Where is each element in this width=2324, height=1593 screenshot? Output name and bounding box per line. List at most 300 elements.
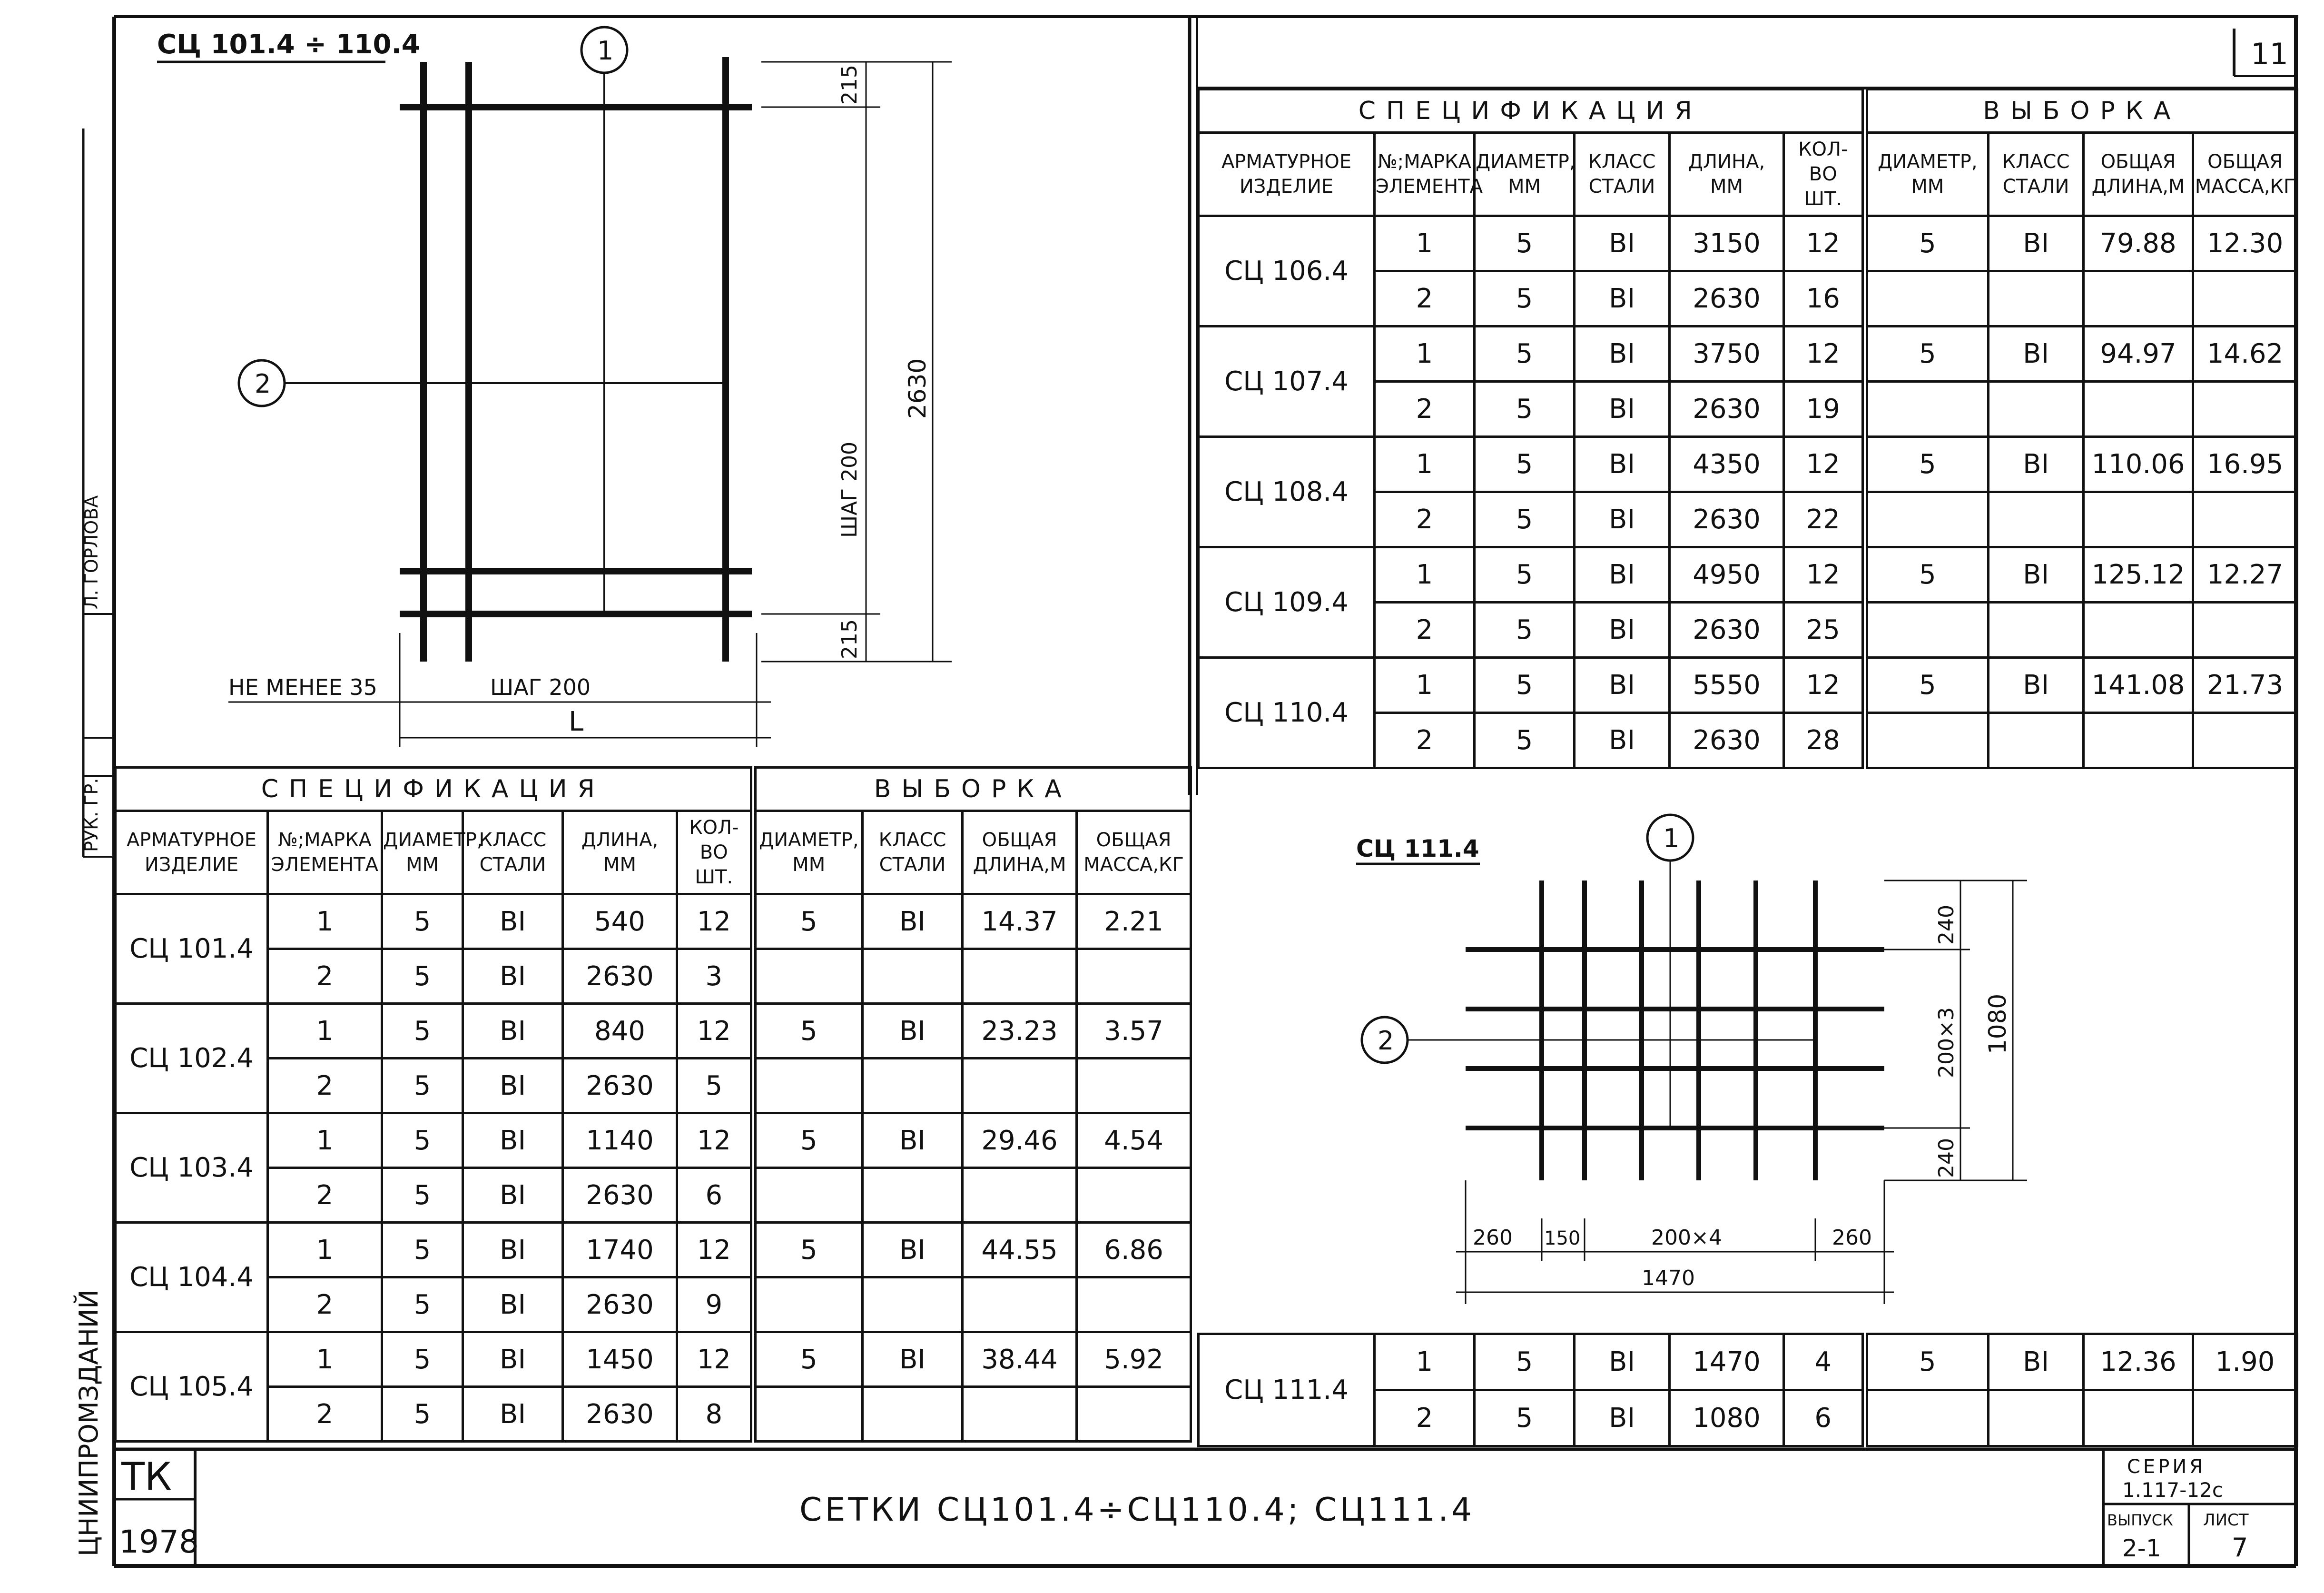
- cell-value: ВI: [463, 1004, 563, 1059]
- cell-value: 2: [1375, 603, 1475, 658]
- selection-cell: [1865, 713, 1989, 768]
- cell-value: 12: [677, 1004, 753, 1059]
- selection-cell: ВI: [1989, 658, 2084, 713]
- cell-value: ВI: [463, 894, 563, 949]
- spec-caption-right: СПЕЦИФИКАЦИЯ: [1199, 89, 1865, 133]
- product-name: СЦ 108.4: [1199, 437, 1375, 547]
- selection-cell: 12.27: [2193, 547, 2297, 603]
- col-header-line: СТАЛИ: [1588, 176, 1655, 198]
- cell-value: 2: [1375, 713, 1475, 768]
- selection-cell: 5: [753, 1113, 863, 1168]
- selection-cell: [2193, 603, 2297, 658]
- cell-value: 5: [382, 1387, 463, 1442]
- selection-cell: 3.57: [1077, 1004, 1191, 1059]
- selection-cell: [1989, 603, 2084, 658]
- cell-value: ВI: [463, 1168, 563, 1223]
- selection-cell: ВI: [1989, 547, 2084, 603]
- table-row: [1199, 547, 2297, 603]
- selection-cell: [963, 1059, 1077, 1113]
- product-name: СЦ 109.4: [1199, 547, 1375, 658]
- col-header-line: ММ: [405, 854, 439, 876]
- issue-value: 2-1: [2122, 1534, 2161, 1562]
- selection-cell: [1077, 1059, 1191, 1113]
- selection-cell: [2084, 492, 2193, 547]
- selection-cell: 5: [1865, 1334, 1989, 1390]
- selection-cell: 125.12: [2084, 547, 2193, 603]
- cell-value: 1: [268, 1113, 382, 1168]
- cell-value: 4350: [1670, 437, 1784, 492]
- cell-value: ВI: [463, 1387, 563, 1442]
- cell-value: ВI: [1575, 492, 1670, 547]
- dim-step-horizontal: ШАГ 200: [490, 674, 591, 700]
- col-header-line: КЛАСС: [878, 829, 946, 851]
- sheet-label: ЛИСТ: [2203, 1511, 2249, 1530]
- col-header-line: ДИАМЕТР,: [383, 829, 483, 851]
- spec-table-left: [114, 766, 1192, 1443]
- cell-value: 9: [677, 1277, 753, 1332]
- product-name: СЦ 104.4: [116, 1223, 268, 1332]
- col-header-product: [1199, 133, 1375, 216]
- col-header-line: ОБЩАЯ: [982, 829, 1057, 851]
- cell-value: 2630: [1670, 492, 1784, 547]
- selection-cell: [753, 1168, 863, 1223]
- cell-value: 5: [382, 1113, 463, 1168]
- col-header-line: №;МАРКА: [1378, 151, 1471, 173]
- cell-value: 2630: [563, 1059, 677, 1113]
- cell-value: 3: [677, 949, 753, 1004]
- dim2-260-right: 260: [1832, 1226, 1872, 1250]
- dim2-1470: 1470: [1642, 1266, 1695, 1290]
- selection-cell: 21.73: [2193, 658, 2297, 713]
- selection-cell: 44.55: [963, 1223, 1077, 1277]
- cell-value: ВI: [1575, 1334, 1670, 1390]
- series-value: 1.117-12с: [2122, 1478, 2223, 1502]
- selection-cell: [863, 1059, 963, 1113]
- marker-1b-label: 1: [1663, 823, 1680, 853]
- col-header-line: ДЛИНА,М: [2091, 176, 2185, 198]
- cell-value: 2: [268, 1277, 382, 1332]
- selection-cell: [753, 1277, 863, 1332]
- product-name: СЦ 110.4: [1199, 658, 1375, 768]
- selection-cell: [2084, 1390, 2193, 1446]
- col-header-sel-total-mass: [2193, 133, 2297, 216]
- selection-cell: [1077, 1168, 1191, 1223]
- cell-value: 5: [1475, 603, 1575, 658]
- selection-cell: [1865, 603, 1989, 658]
- col-header-line: КОЛ-ВО: [1798, 139, 1848, 185]
- col-header-line: ММ: [1911, 176, 1944, 198]
- selection-cell: 12.36: [2084, 1334, 2193, 1390]
- drawing-1: [157, 27, 952, 747]
- cell-value: 2: [268, 1168, 382, 1223]
- selection-cell: [963, 1277, 1077, 1332]
- cell-value: 2630: [1670, 603, 1784, 658]
- select-caption-right: ВЫБОРКА: [1865, 89, 2297, 133]
- col-header-line: ДИАМЕТР,: [1476, 151, 1576, 173]
- cell-value: 2630: [563, 1277, 677, 1332]
- dim2-150: 150: [1544, 1227, 1581, 1249]
- cell-value: 1: [1375, 327, 1475, 382]
- cell-value: 1080: [1670, 1390, 1784, 1446]
- cell-value: 2: [268, 1387, 382, 1442]
- selection-cell: ВI: [1989, 437, 2084, 492]
- selection-cell: 12.30: [2193, 216, 2297, 271]
- col-header-line: СТАЛИ: [2002, 176, 2069, 198]
- col-header-sel-diameter: [753, 811, 863, 894]
- cell-value: 2: [268, 1059, 382, 1113]
- dim-2630: 2630: [904, 358, 931, 419]
- cell-value: 1: [1375, 1334, 1475, 1390]
- col-header-qty: [677, 811, 753, 894]
- selection-cell: [1865, 382, 1989, 437]
- col-header-line: ИЗДЕЛИЕ: [144, 854, 239, 876]
- col-header-line: ОБЩАЯ: [1096, 829, 1172, 851]
- selection-cell: ВI: [863, 1223, 963, 1277]
- cell-value: ВI: [1575, 382, 1670, 437]
- dim-215-bottom: 215: [837, 619, 862, 659]
- col-header-line: КЛАСС: [1588, 151, 1656, 173]
- cell-value: 5: [1475, 271, 1575, 327]
- selection-cell: [1077, 1277, 1191, 1332]
- product-name: СЦ 105.4: [116, 1332, 268, 1442]
- selection-cell: 79.88: [2084, 216, 2193, 271]
- cell-value: 2: [1375, 382, 1475, 437]
- cell-value: 12: [1784, 327, 1865, 382]
- col-header-sel-total-length: [963, 811, 1077, 894]
- cell-value: 5: [1475, 382, 1575, 437]
- table-row: [1199, 327, 2297, 382]
- table-row: [1199, 216, 2297, 271]
- cell-value: 1: [1375, 658, 1475, 713]
- product-name: СЦ 106.4: [1199, 216, 1375, 327]
- col-header-line: ММ: [1507, 176, 1541, 198]
- cell-value: 12: [1784, 547, 1865, 603]
- selection-cell: [2193, 492, 2297, 547]
- selection-cell: [1989, 713, 2084, 768]
- cell-value: 540: [563, 894, 677, 949]
- selection-cell: ВI: [863, 1004, 963, 1059]
- selection-cell: 5: [1865, 327, 1989, 382]
- cell-value: 25: [1784, 603, 1865, 658]
- selection-cell: [1989, 271, 2084, 327]
- selection-cell: 5: [753, 894, 863, 949]
- sheet-title: СЕТКИ СЦ101.4÷СЦ110.4; СЦ111.4: [799, 1491, 1475, 1529]
- cell-value: 2630: [563, 949, 677, 1004]
- selection-cell: [2084, 713, 2193, 768]
- cell-value: ВI: [463, 1223, 563, 1277]
- selection-cell: ВI: [1989, 216, 2084, 271]
- selection-cell: 110.06: [2084, 437, 2193, 492]
- selection-cell: [1077, 949, 1191, 1004]
- cell-value: 5: [382, 1168, 463, 1223]
- cell-value: 1: [268, 1004, 382, 1059]
- cell-value: 1: [268, 1223, 382, 1277]
- product-name: СЦ 103.4: [116, 1113, 268, 1223]
- tk-label: ТК: [121, 1454, 172, 1499]
- selection-cell: 5: [753, 1223, 863, 1277]
- cell-value: 4: [1784, 1334, 1865, 1390]
- col-header-steel: [463, 811, 563, 894]
- cell-value: 1740: [563, 1223, 677, 1277]
- dim2-200x3: 200×3: [1934, 1007, 1959, 1078]
- col-header-mark: [268, 811, 382, 894]
- col-header-line: ШТ.: [1804, 188, 1842, 210]
- col-header-line: ММ: [603, 854, 637, 876]
- side-name: Л. ГОРЛОВА: [81, 495, 102, 609]
- select-caption: ВЫБОРКА: [753, 768, 1191, 811]
- cell-value: 4950: [1670, 547, 1784, 603]
- dim2-1080: 1080: [1984, 993, 2011, 1054]
- side-role: РУК. ГР.: [81, 778, 102, 852]
- selection-cell: ВI: [863, 894, 963, 949]
- cell-value: 5: [382, 1277, 463, 1332]
- spec-caption: СПЕЦИФИКАЦИЯ: [116, 768, 753, 811]
- cell-value: 12: [1784, 216, 1865, 271]
- selection-cell: 5: [1865, 547, 1989, 603]
- cell-value: 2: [1375, 1390, 1475, 1446]
- selection-cell: [1865, 492, 1989, 547]
- selection-cell: ВI: [1989, 1334, 2084, 1390]
- cell-value: 2: [1375, 492, 1475, 547]
- col-header-line: АРМАТУРНОЕ: [126, 829, 257, 851]
- selection-cell: [753, 1387, 863, 1442]
- selection-cell: 16.95: [2193, 437, 2297, 492]
- marker-2b-label: 2: [1378, 1026, 1394, 1056]
- selection-cell: 6.86: [1077, 1223, 1191, 1277]
- cell-value: 1: [268, 1332, 382, 1387]
- col-header-line: КЛАСС: [479, 829, 547, 851]
- product-name: СЦ 111.4: [1199, 1334, 1375, 1446]
- selection-cell: [1865, 1390, 1989, 1446]
- col-header-length: [1670, 133, 1784, 216]
- selection-cell: [2193, 713, 2297, 768]
- col-header-line: ИЗДЕЛИЕ: [1239, 176, 1334, 198]
- cell-value: 28: [1784, 713, 1865, 768]
- dim-step-vertical: ШАГ 200: [837, 442, 862, 538]
- table-row: [116, 1387, 1191, 1442]
- col-header-mark: [1375, 133, 1483, 216]
- drawing2-title: СЦ 111.4: [1356, 835, 1479, 862]
- col-header-diameter: [1475, 133, 1575, 216]
- cell-value: 1: [1375, 437, 1475, 492]
- cell-value: ВI: [463, 1059, 563, 1113]
- dim2-260-left: 260: [1473, 1226, 1513, 1250]
- col-header-line: ММ: [792, 854, 826, 876]
- selection-cell: [963, 1168, 1077, 1223]
- selection-cell: 5.92: [1077, 1332, 1191, 1387]
- cell-value: 5: [677, 1059, 753, 1113]
- cell-value: 5: [1475, 216, 1575, 271]
- col-header-line: СТАЛИ: [479, 854, 546, 876]
- cell-value: 1: [1375, 216, 1475, 271]
- cell-value: 19: [1784, 382, 1865, 437]
- cell-value: 3150: [1670, 216, 1784, 271]
- col-header-sel-total-length: [2084, 133, 2193, 216]
- cell-value: ВI: [1575, 713, 1670, 768]
- col-header-qty: [1784, 133, 1865, 216]
- cell-value: ВI: [1575, 603, 1670, 658]
- selection-cell: [863, 949, 963, 1004]
- cell-value: 12: [1784, 658, 1865, 713]
- table-row: [116, 1277, 1191, 1332]
- cell-value: 5: [1475, 658, 1575, 713]
- cell-value: ВI: [463, 1277, 563, 1332]
- selection-cell: [1989, 1390, 2084, 1446]
- selection-cell: 38.44: [963, 1332, 1077, 1387]
- cell-value: 6: [1784, 1390, 1865, 1446]
- drawing1-title: СЦ 101.4 ÷ 110.4: [157, 29, 420, 60]
- col-header-line: КОЛ-ВО: [689, 817, 739, 863]
- cell-value: ВI: [463, 1332, 563, 1387]
- cell-value: 5: [382, 1332, 463, 1387]
- selection-cell: 14.62: [2193, 327, 2297, 382]
- table-row: [116, 1332, 1191, 1387]
- selection-cell: 2.21: [1077, 894, 1191, 949]
- dim2-240-bottom: 240: [1934, 1138, 1959, 1178]
- dim-min35: НЕ МЕНЕЕ 35: [228, 674, 377, 700]
- table-row: [1199, 1334, 2297, 1390]
- col-header-line: МАССА,КГ: [2195, 176, 2295, 198]
- selection-cell: 5: [1865, 658, 1989, 713]
- cell-value: 5: [1475, 1390, 1575, 1446]
- cell-value: 5: [1475, 437, 1575, 492]
- cell-value: ВI: [1575, 1390, 1670, 1446]
- col-header-sel-steel: [863, 811, 963, 894]
- cell-value: 2: [268, 949, 382, 1004]
- cell-value: 5: [1475, 547, 1575, 603]
- marker-1-label: 1: [597, 36, 614, 66]
- col-header-product: [116, 811, 268, 894]
- cell-value: 5550: [1670, 658, 1784, 713]
- cell-value: 5: [382, 1223, 463, 1277]
- col-header-line: ДЛИНА,: [1688, 151, 1765, 173]
- selection-cell: [863, 1168, 963, 1223]
- selection-cell: ВI: [863, 1332, 963, 1387]
- selection-cell: [863, 1277, 963, 1332]
- selection-cell: 94.97: [2084, 327, 2193, 382]
- selection-cell: [963, 949, 1077, 1004]
- product-name: СЦ 102.4: [116, 1004, 268, 1113]
- col-header-line: ДЛИНА,: [581, 829, 659, 851]
- table-row: [1199, 658, 2297, 713]
- selection-cell: [2084, 603, 2193, 658]
- selection-cell: ВI: [863, 1113, 963, 1168]
- selection-cell: 5: [1865, 216, 1989, 271]
- cell-value: 5: [1475, 492, 1575, 547]
- cell-value: 5: [382, 894, 463, 949]
- col-header-line: ОБЩАЯ: [2207, 151, 2283, 173]
- cell-value: ВI: [1575, 216, 1670, 271]
- cell-value: ВI: [1575, 658, 1670, 713]
- col-header-line: ЭЛЕМЕНТА: [271, 854, 378, 876]
- selection-cell: [2193, 1390, 2297, 1446]
- selection-cell: [1077, 1387, 1191, 1442]
- selection-cell: [963, 1387, 1077, 1442]
- cell-value: 2: [1375, 271, 1475, 327]
- selection-cell: 5: [753, 1332, 863, 1387]
- col-header-diameter: [382, 811, 483, 894]
- cell-value: ВI: [1575, 271, 1670, 327]
- dim2-240-top: 240: [1934, 905, 1959, 945]
- product-name: СЦ 107.4: [1199, 327, 1375, 437]
- selection-cell: [2084, 382, 2193, 437]
- cell-value: ВI: [463, 1113, 563, 1168]
- cell-value: 2630: [563, 1387, 677, 1442]
- col-header-line: АРМАТУРНОЕ: [1221, 151, 1352, 173]
- cell-value: 12: [677, 1113, 753, 1168]
- cell-value: 1140: [563, 1113, 677, 1168]
- table-row: [1199, 437, 2297, 492]
- table-row: [116, 1113, 1191, 1168]
- cell-value: 12: [677, 1332, 753, 1387]
- selection-cell: [1865, 271, 1989, 327]
- selection-cell: [1989, 382, 2084, 437]
- selection-cell: [753, 1059, 863, 1113]
- cell-value: ВI: [1575, 547, 1670, 603]
- sheet-value: 7: [2232, 1533, 2248, 1563]
- col-header-line: №;МАРКА: [278, 829, 372, 851]
- selection-cell: 14.37: [963, 894, 1077, 949]
- selection-cell: [2193, 382, 2297, 437]
- cell-value: 2630: [1670, 382, 1784, 437]
- col-header-line: ШТ.: [695, 866, 733, 888]
- cell-value: 12: [1784, 437, 1865, 492]
- col-header-line: ДЛИНА,М: [973, 854, 1066, 876]
- table-row: [116, 894, 1191, 949]
- cell-value: 5: [1475, 1334, 1575, 1390]
- cell-value: 8: [677, 1387, 753, 1442]
- issue-label: ВЫПУСК: [2107, 1511, 2173, 1529]
- dim2-200x4: 200×4: [1651, 1226, 1722, 1250]
- col-header-line: МАССА,КГ: [1083, 854, 1184, 876]
- selection-cell: [863, 1387, 963, 1442]
- selection-cell: [2084, 271, 2193, 327]
- spec-table-bottom: [1197, 1333, 2298, 1447]
- cell-value: 12: [677, 1223, 753, 1277]
- cell-value: 3750: [1670, 327, 1784, 382]
- table-row: [116, 1004, 1191, 1059]
- col-header-sel-total-mass: [1077, 811, 1191, 894]
- selection-cell: [1989, 492, 2084, 547]
- selection-cell: [753, 949, 863, 1004]
- col-header-line: ОБЩАЯ: [2100, 151, 2176, 173]
- table-row: [116, 1059, 1191, 1113]
- selection-cell: 29.46: [963, 1113, 1077, 1168]
- cell-value: 22: [1784, 492, 1865, 547]
- selection-cell: 4.54: [1077, 1113, 1191, 1168]
- table-row: [116, 949, 1191, 1004]
- cell-value: 16: [1784, 271, 1865, 327]
- cell-value: 2630: [1670, 713, 1784, 768]
- dim-215-top: 215: [837, 65, 862, 105]
- col-header-sel-diameter: [1865, 133, 1989, 216]
- cell-value: 5: [382, 1059, 463, 1113]
- spec-table-right: [1197, 88, 2298, 769]
- table-row: [116, 1223, 1191, 1277]
- cell-value: 1: [268, 894, 382, 949]
- col-header-line: ММ: [1710, 176, 1743, 198]
- cell-value: 2630: [563, 1168, 677, 1223]
- col-header-line: ДИАМЕТР,: [1877, 151, 1978, 173]
- col-header-line: СТАЛИ: [879, 854, 946, 876]
- cell-value: 1450: [563, 1332, 677, 1387]
- selection-cell: 23.23: [963, 1004, 1077, 1059]
- col-header-line: ДИАМЕТР,: [758, 829, 859, 851]
- col-header-line: ЭЛЕМЕНТА: [1376, 176, 1483, 198]
- product-name: СЦ 101.4: [116, 894, 268, 1004]
- cell-value: 5: [382, 949, 463, 1004]
- cell-value: 5: [1475, 713, 1575, 768]
